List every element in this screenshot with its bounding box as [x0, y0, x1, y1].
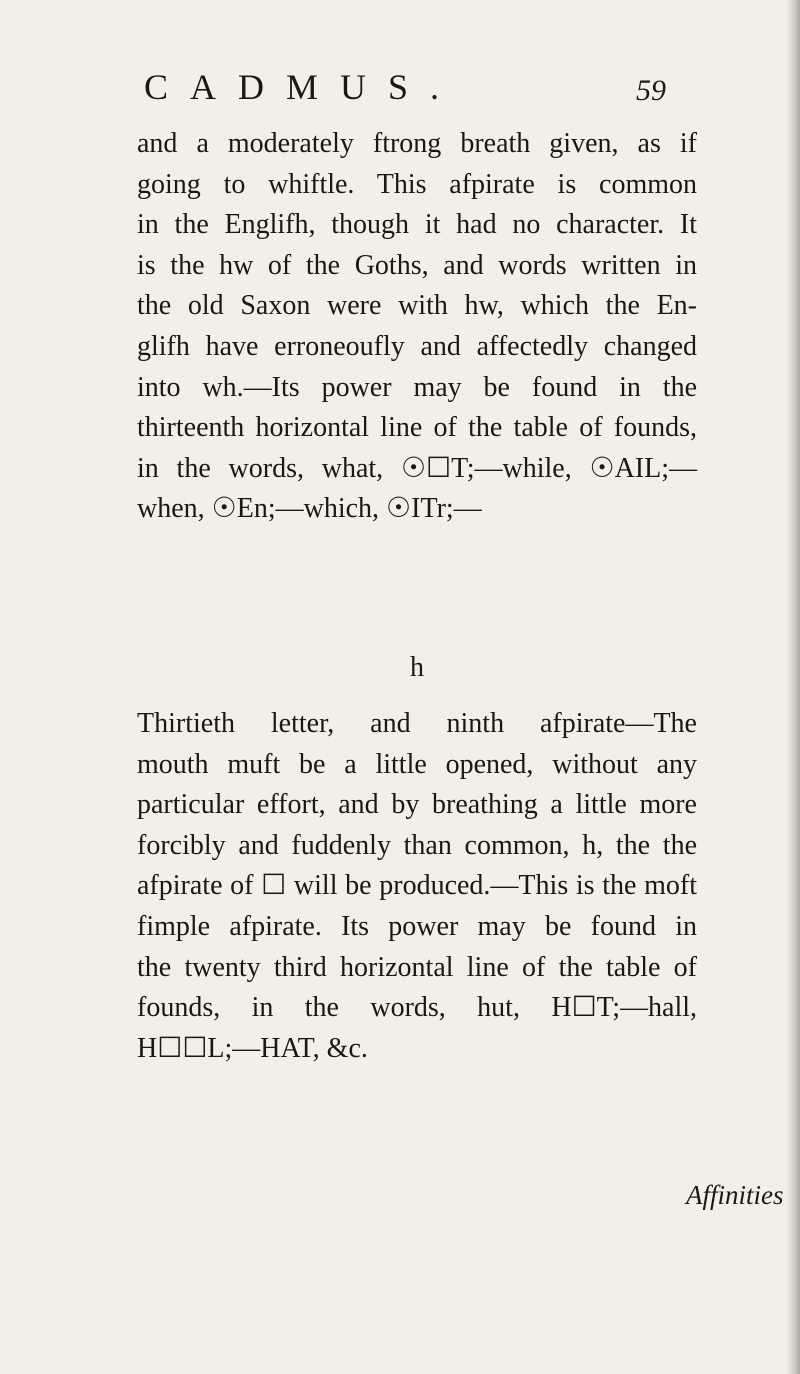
- page-edge-shadow: [786, 0, 800, 1374]
- paragraph-aspirate-h: [137, 704, 697, 1069]
- text-line: in the Englifh, though it had no character. It: [137, 209, 697, 241]
- text-line: when, ☉En;—which, ☉ITr;—: [137, 493, 482, 525]
- text-line: mouth muft be a little opened, without any: [137, 748, 697, 780]
- text-line: going to whiftle. This afpirate is common: [137, 168, 697, 200]
- catchword: Affinities: [686, 1180, 784, 1210]
- text-line: afpirate of ☐ will be produced.—This is the moft: [137, 870, 697, 902]
- text-line: particular effort, and by breathing a little more: [137, 789, 697, 821]
- paragraph-aspirate-hw: [137, 124, 697, 530]
- text-line: thirteenth horizontal line of the table of founds,: [137, 412, 697, 444]
- body-text: [137, 124, 784, 1210]
- text-line: the twenty third horizontal line of the table of: [137, 951, 697, 983]
- page-number: 59: [636, 74, 666, 107]
- text-line: fimple afpirate. Its power may be found in: [137, 910, 697, 942]
- text-line: in the words, what, ☉☐T;—while, ☉AIL;—: [137, 452, 697, 484]
- text-line: H☐☐L;—HAT, &c.: [137, 1032, 368, 1064]
- page-header: [144, 62, 704, 112]
- text-line: and a moderately ftrong breath given, as if: [137, 128, 697, 159]
- text-line: glifh have erroneoufly and affectedly changed: [137, 330, 697, 362]
- text-line: the old Saxon were with hw, which the En-: [137, 290, 697, 322]
- text-line: is the hw of the Goths, and words written in: [137, 249, 697, 281]
- text-line: founds, in the words, hut, H☐T;—hall,: [137, 992, 697, 1024]
- section-letter-heading: h: [410, 652, 424, 683]
- text-line: into wh.—Its power may be found in the: [137, 371, 697, 403]
- text-line: forcibly and fuddenly than common, h, the the: [137, 829, 697, 861]
- running-title: CADMUS.: [144, 67, 462, 107]
- text-line: Thirtieth letter, and ninth afpirate—The: [137, 708, 697, 739]
